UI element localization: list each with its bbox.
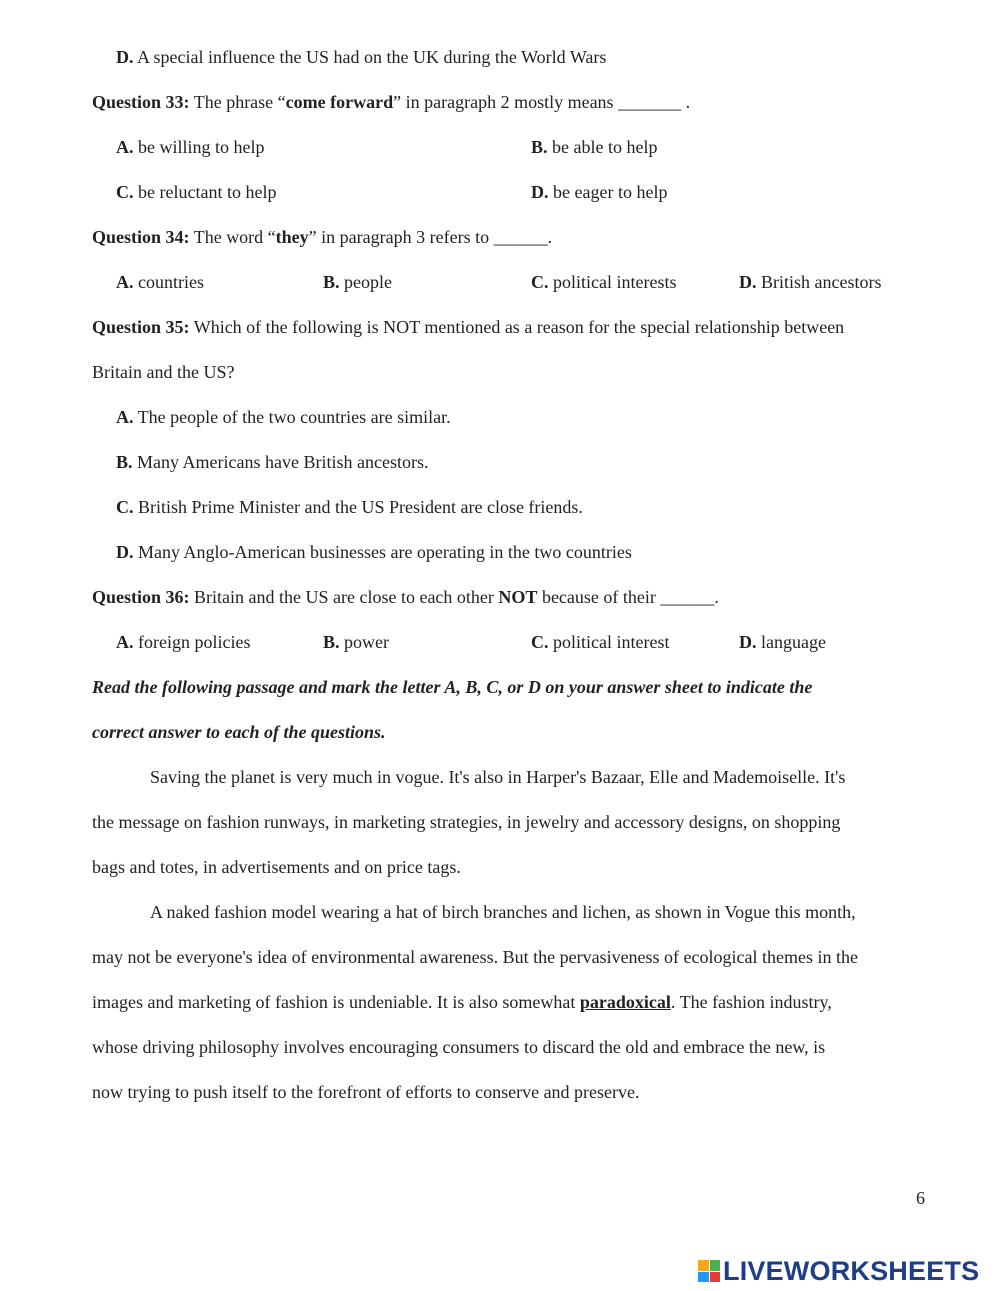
option-letter: D. bbox=[739, 272, 757, 292]
question-text-end: ” in paragraph 2 mostly means _______ . bbox=[393, 92, 691, 112]
option-text: A special influence the US had on the UK during the World Wars bbox=[137, 47, 607, 67]
q33-option-b[interactable] bbox=[531, 136, 657, 158]
passage-p2-line-3 bbox=[92, 991, 832, 1013]
option-letter: D. bbox=[116, 542, 134, 562]
q33-option-d[interactable] bbox=[531, 181, 667, 203]
q34-option-c[interactable] bbox=[531, 271, 676, 293]
q33-option-a[interactable] bbox=[116, 136, 264, 158]
question-text: The phrase “ bbox=[193, 92, 286, 112]
q34-option-a[interactable] bbox=[116, 271, 204, 293]
option-text: Many Anglo-American businesses are operating in the two countries bbox=[138, 542, 632, 562]
q35-option-b[interactable] bbox=[116, 451, 428, 473]
question-36 bbox=[92, 586, 719, 608]
option-text: be eager to help bbox=[553, 182, 668, 202]
option-letter: C. bbox=[531, 272, 549, 292]
option-text: Many Americans have British ancestors. bbox=[137, 452, 429, 472]
question-label: Question 33: bbox=[92, 92, 190, 112]
q36-option-b[interactable] bbox=[323, 631, 389, 653]
question-keyword: they bbox=[275, 227, 309, 247]
passage-text-end: . The fashion industry, bbox=[670, 992, 832, 1012]
option-letter: B. bbox=[531, 137, 548, 157]
passage-p1-line-3: bags and totes, in advertisements and on price tags. bbox=[92, 857, 461, 877]
logo-icon bbox=[698, 1260, 720, 1282]
q36-option-c[interactable] bbox=[531, 631, 669, 653]
instruction-line-1: Read the following passage and mark the letter A, B, C, or D on your answer sheet to indicate the bbox=[92, 677, 813, 697]
q35-option-d[interactable] bbox=[116, 541, 632, 563]
q35-option-a[interactable] bbox=[116, 406, 451, 428]
option-letter: B. bbox=[323, 632, 340, 652]
option-letter: D. bbox=[116, 47, 134, 67]
question-keyword: come forward bbox=[285, 92, 394, 112]
question-35 bbox=[92, 316, 844, 338]
option-text: be willing to help bbox=[138, 137, 265, 157]
option-text: British ancestors bbox=[761, 272, 882, 292]
option-letter: C. bbox=[531, 632, 549, 652]
question-35-continued bbox=[92, 361, 234, 383]
passage-p2-line-4: whose driving philosophy involves encouraging consumers to discard the old and embrace the new, is bbox=[92, 1037, 826, 1057]
question-label: Question 36: bbox=[92, 587, 190, 607]
question-text: Britain and the US? bbox=[92, 362, 235, 382]
question-label: Question 34: bbox=[92, 227, 190, 247]
option-text: people bbox=[344, 272, 392, 292]
passage-p1-line-1: Saving the planet is very much in vogue. It's also in Harper's Bazaar, Elle and Mademoiselle. It's bbox=[150, 767, 846, 787]
q32-option-d bbox=[116, 46, 606, 68]
q36-option-d[interactable] bbox=[739, 631, 826, 653]
highlighted-word: paradoxical bbox=[579, 992, 671, 1012]
question-keyword: NOT bbox=[498, 587, 538, 607]
option-letter: A. bbox=[116, 407, 134, 427]
question-text-end: ” in paragraph 3 refers to ______. bbox=[308, 227, 553, 247]
option-letter: A. bbox=[116, 632, 134, 652]
q33-option-c[interactable] bbox=[116, 181, 276, 203]
option-text: British Prime Minister and the US President are close friends. bbox=[138, 497, 583, 517]
option-text: countries bbox=[138, 272, 204, 292]
question-33 bbox=[92, 91, 690, 113]
option-text: be reluctant to help bbox=[138, 182, 277, 202]
option-text: political interest bbox=[553, 632, 670, 652]
question-label: Question 35: bbox=[92, 317, 190, 337]
option-text: language bbox=[761, 632, 826, 652]
q35-option-c[interactable] bbox=[116, 496, 583, 518]
option-text: political interests bbox=[553, 272, 677, 292]
option-text: foreign policies bbox=[138, 632, 251, 652]
passage-text: images and marketing of fashion is undeniable. It is also somewhat bbox=[92, 992, 576, 1012]
option-letter: C. bbox=[116, 182, 134, 202]
q34-option-d[interactable] bbox=[739, 271, 881, 293]
option-text: The people of the two countries are similar. bbox=[137, 407, 451, 427]
question-34 bbox=[92, 226, 552, 248]
question-text: Britain and the US are close to each other bbox=[194, 587, 494, 607]
liveworksheets-logo[interactable] bbox=[698, 1256, 979, 1286]
logo-text: LIVEWORKSHEETS bbox=[723, 1255, 980, 1286]
option-text: power bbox=[344, 632, 389, 652]
option-letter: B. bbox=[116, 452, 133, 472]
instruction-line-2: correct answer to each of the questions. bbox=[92, 722, 386, 742]
page-number: 6 bbox=[916, 1188, 925, 1208]
passage-p2-line-1: A naked fashion model wearing a hat of birch branches and lichen, as shown in Vogue this month, bbox=[150, 902, 856, 922]
question-text: The word “ bbox=[193, 227, 276, 247]
option-text: be able to help bbox=[552, 137, 658, 157]
question-text-end: because of their ______. bbox=[541, 587, 719, 607]
option-letter: D. bbox=[739, 632, 757, 652]
passage-p2-line-2: may not be everyone's idea of environmental awareness. But the pervasiveness of ecological themes in the bbox=[92, 947, 858, 967]
q34-option-b[interactable] bbox=[323, 271, 392, 293]
passage-p2-line-5: now trying to push itself to the forefront of efforts to conserve and preserve. bbox=[92, 1082, 640, 1102]
q36-option-a[interactable] bbox=[116, 631, 250, 653]
option-letter: B. bbox=[323, 272, 340, 292]
option-letter: A. bbox=[116, 137, 134, 157]
option-letter: A. bbox=[116, 272, 134, 292]
option-letter: C. bbox=[116, 497, 134, 517]
passage-p1-line-2: the message on fashion runways, in marketing strategies, in jewelry and accessory designs, on shopping bbox=[92, 812, 841, 832]
question-text: Which of the following is NOT mentioned as a reason for the special relationship between bbox=[193, 317, 845, 337]
option-letter: D. bbox=[531, 182, 549, 202]
